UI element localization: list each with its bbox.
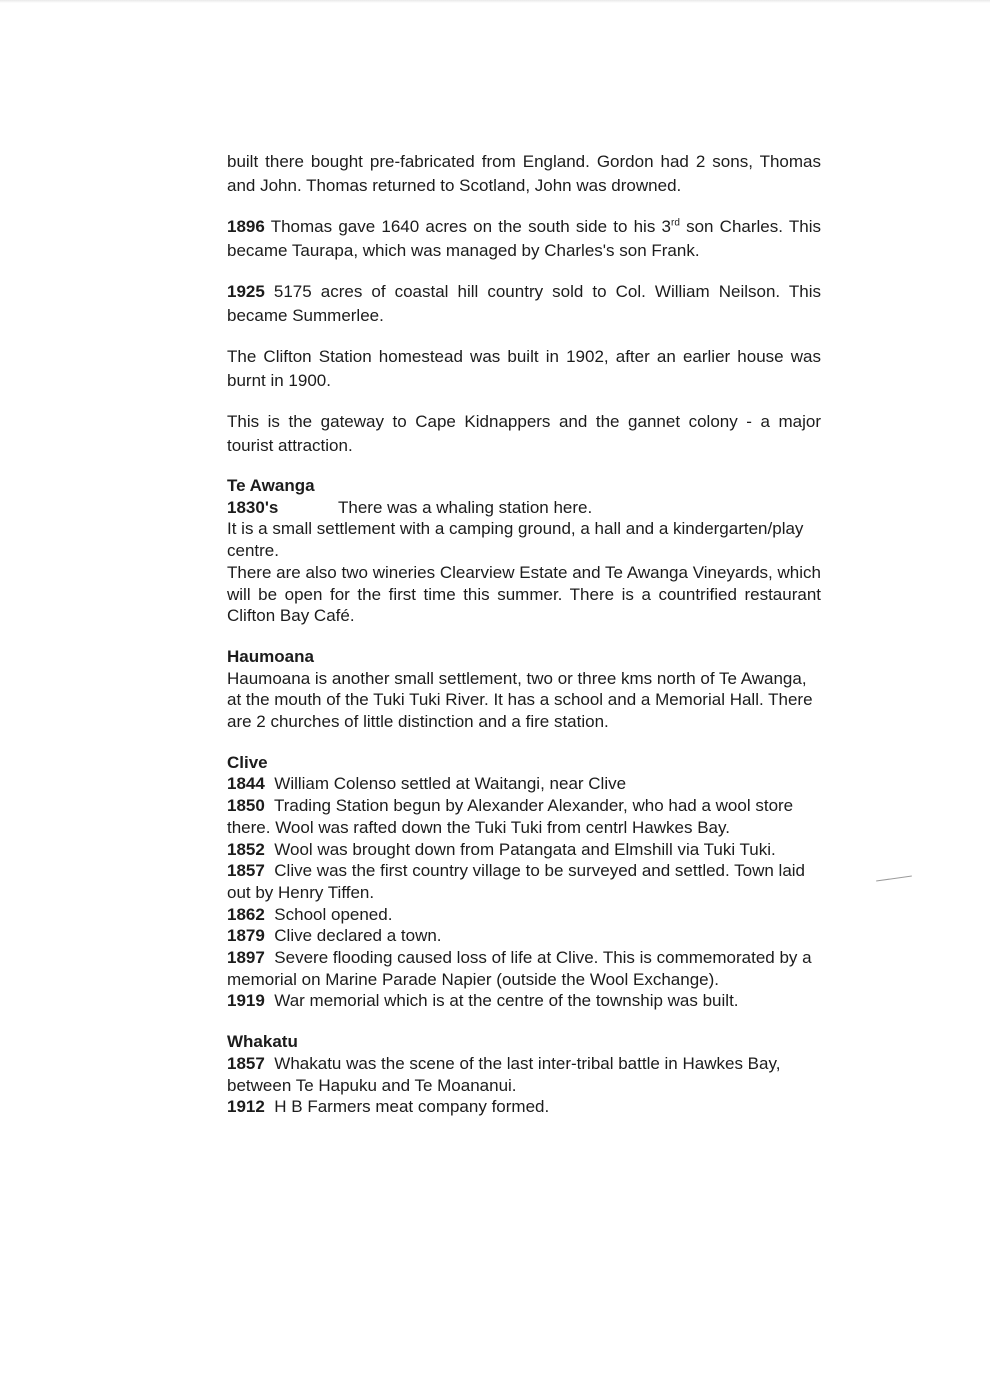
year-label: 1857 bbox=[227, 1053, 265, 1073]
paragraph-gordon-sons: built there bought pre-fabricated from England. Gordon had 2 sons, Thomas and John. Thomas returned to Scotland, John was drowned. bbox=[227, 152, 821, 195]
section-text: There are also two wineries Clearview Estate and Te Awanga Vineyards, which will be open for the first time this summer. There is a countrified restaurant Clifton Bay Café. bbox=[227, 562, 821, 626]
timeline-entry bbox=[227, 990, 821, 1012]
entry-text: Trading Station begun by Alexander Alexander, who had a wool store there. Wool was rafted down the Tuki Tuki from centrl Hawkes Bay. bbox=[227, 796, 794, 837]
ordinal-suffix: rd bbox=[670, 217, 680, 229]
document-page bbox=[227, 150, 821, 1137]
timeline-entry bbox=[227, 497, 821, 519]
section-clive bbox=[227, 752, 821, 1012]
timeline-entry bbox=[227, 904, 821, 926]
year-label: 1897 bbox=[227, 948, 265, 968]
section-heading: Haumoana bbox=[227, 646, 314, 666]
year-label: 1919 bbox=[227, 991, 265, 1011]
section-heading: Te Awanga bbox=[227, 476, 315, 495]
timeline-entry bbox=[227, 839, 821, 861]
section-text: Haumoana is another small settlement, two or three kms north of Te Awanga, at the mouth of the Tuki Tuki River. It has a school and a Memorial Hall. There are 2 churches of little distinction and a fire station. bbox=[227, 668, 813, 732]
entry-text: Severe flooding caused loss of life at Clive. This is commemorated by a memorial on Marine Parade Napier (outside the Wool Exchange). bbox=[227, 948, 812, 989]
paragraph-text: son Charles. This became Taurapa, which was managed by Charles's son Frank. bbox=[227, 217, 821, 260]
year-label: 1850 bbox=[227, 796, 265, 816]
section-text: It is a small settlement with a camping ground, a hall and a kindergarten/play centre. bbox=[227, 519, 804, 561]
timeline-entry bbox=[227, 860, 821, 903]
paragraph-text: 5175 acres of coastal hill country sold to Col. William Neilson. This became Summerlee. bbox=[227, 282, 821, 325]
paragraph-gateway: This is the gateway to Cape Kidnappers and the gannet colony - a major tourist attraction. bbox=[227, 412, 821, 455]
entry-text: Whakatu was the scene of the last inter-tribal battle in Hawkes Bay, between Te Hapuku and Te Moananui. bbox=[227, 1053, 781, 1095]
year-label: 1896 bbox=[227, 217, 265, 236]
year-label: 1852 bbox=[227, 839, 265, 859]
paragraph-homestead: The Clifton Station homestead was built in 1902, after an earlier house was burnt in 1900. bbox=[227, 347, 821, 390]
timeline-entry bbox=[227, 925, 821, 947]
entry-text: H B Farmers meat company formed. bbox=[274, 1097, 550, 1117]
entry-text: School opened. bbox=[274, 904, 393, 924]
year-label: 1830's bbox=[227, 497, 279, 517]
timeline-entry bbox=[227, 773, 821, 795]
paragraph-1925 bbox=[227, 280, 821, 328]
entry-text: Wool was brought down from Patangata and Elmshill via Tuki Tuki. bbox=[274, 839, 776, 859]
paragraph-text: Thomas gave 1640 acres on the south side to his 3 bbox=[264, 217, 671, 236]
entry-text: There was a whaling station here. bbox=[338, 497, 593, 517]
entry-text: William Colenso settled at Waitangi, near Clive bbox=[274, 774, 627, 794]
scan-edge-shadow bbox=[0, 0, 990, 3]
section-whakatu bbox=[227, 1031, 821, 1118]
year-label: 1844 bbox=[227, 774, 265, 794]
paragraph-1896 bbox=[227, 215, 821, 263]
section-te-awanga bbox=[227, 475, 821, 627]
timeline-entry bbox=[227, 947, 821, 990]
year-label: 1857 bbox=[227, 861, 265, 881]
year-label: 1862 bbox=[227, 904, 265, 924]
entry-text: War memorial which is at the centre of the township was built. bbox=[274, 991, 739, 1011]
timeline-entry bbox=[227, 1053, 821, 1096]
timeline-entry bbox=[227, 1096, 821, 1118]
year-label: 1879 bbox=[227, 926, 265, 946]
year-label: 1925 bbox=[227, 282, 265, 301]
section-heading: Clive bbox=[227, 752, 268, 772]
timeline-entry bbox=[227, 795, 821, 838]
section-haumoana bbox=[227, 646, 821, 733]
year-label: 1912 bbox=[227, 1097, 265, 1117]
entry-text: Clive was the first country village to be surveyed and settled. Town laid out by Henry Tiffen. bbox=[227, 861, 806, 902]
margin-pen-mark bbox=[876, 875, 912, 881]
section-heading: Whakatu bbox=[227, 1032, 298, 1052]
entry-text: Clive declared a town. bbox=[274, 926, 442, 946]
